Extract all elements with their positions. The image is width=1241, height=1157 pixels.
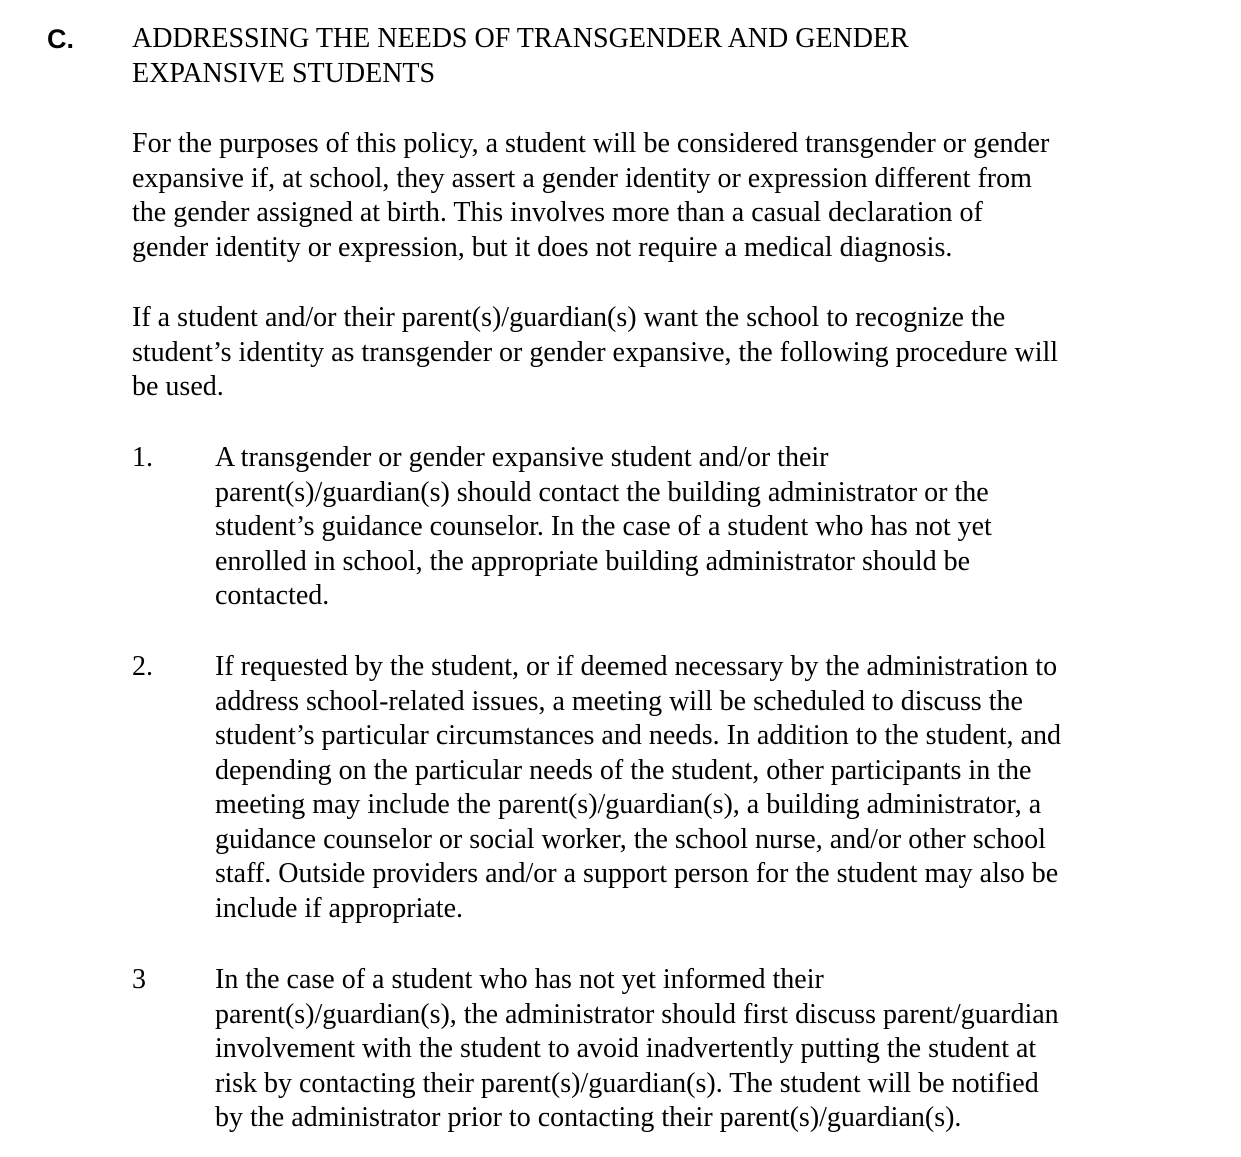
- list-item-line: contacted.: [215, 580, 330, 611]
- list-item-line: parent(s)/guardian(s), the administrator should first discuss parent/guardian: [215, 998, 1059, 1030]
- list-item-text: [215, 963, 1140, 1136]
- paragraph-line: For the purposes of this policy, a student will be considered transgender or gender: [132, 128, 1050, 159]
- list-item-line: student’s particular circumstances and needs. In addition to the student, and: [215, 720, 1061, 751]
- list-item-number: 3: [132, 964, 146, 995]
- section-letter: C.: [47, 24, 74, 54]
- list-item-line: address school-related issues, a meeting will be scheduled to discuss the: [215, 685, 1023, 717]
- list-item-text: [215, 441, 1140, 614]
- list-item-line: enrolled in school, the appropriate building administrator should be: [215, 545, 971, 577]
- section-heading: [132, 22, 1132, 91]
- list-item-number: 1.: [132, 442, 153, 473]
- list-item-line: If requested by the student, or if deemed necessary by the administration to: [215, 651, 1058, 682]
- paragraph-definition: [132, 127, 1142, 265]
- paragraph-procedure-intro: [132, 301, 1142, 405]
- paragraph-line: gender identity or expression, but it does not require a medical diagnosis.: [132, 231, 953, 263]
- list-item-line: student’s guidance counselor. In the case of a student who has not yet: [215, 511, 992, 542]
- list-item-number: 2.: [132, 651, 153, 682]
- paragraph-line: the gender assigned at birth. This involves more than a casual declaration of: [132, 197, 983, 228]
- list-item-line: risk by contacting their parent(s)/guardian(s). The student will be notified: [215, 1067, 1039, 1099]
- paragraph-line: student’s identity as transgender or gender expansive, the following procedure will: [132, 336, 1059, 368]
- list-item-line: In the case of a student who has not yet informed their: [215, 964, 824, 995]
- paragraph-line: be used.: [132, 371, 224, 402]
- list-item-line: meeting may include the parent(s)/guardian(s), a building administrator, a: [215, 789, 1042, 820]
- heading-line: ADDRESSING THE NEEDS OF TRANSGENDER AND GENDER: [132, 23, 909, 54]
- list-item-line: staff. Outside providers and/or a support person for the student may also be: [215, 858, 1059, 889]
- list-item-line: include if appropriate.: [215, 892, 464, 924]
- paragraph-line: expansive if, at school, they assert a gender identity or expression different from: [132, 162, 1032, 194]
- paragraph-line: If a student and/or their parent(s)/guardian(s) want the school to recognize the: [132, 302, 1006, 333]
- list-item-line: by the administrator prior to contacting their parent(s)/guardian(s).: [215, 1102, 962, 1133]
- list-item-line: parent(s)/guardian(s) should contact the building administrator or the: [215, 476, 989, 508]
- heading-line: EXPANSIVE STUDENTS: [132, 57, 436, 89]
- list-item-line: depending on the particular needs of the student, other participants in the: [215, 754, 1032, 786]
- list-item-line: involvement with the student to avoid inadvertently putting the student at: [215, 1033, 1037, 1064]
- list-item-text: [215, 650, 1140, 926]
- list-item-line: guidance counselor or social worker, the school nurse, and/or other school: [215, 823, 1046, 855]
- list-item-line: A transgender or gender expansive student and/or their: [215, 442, 829, 473]
